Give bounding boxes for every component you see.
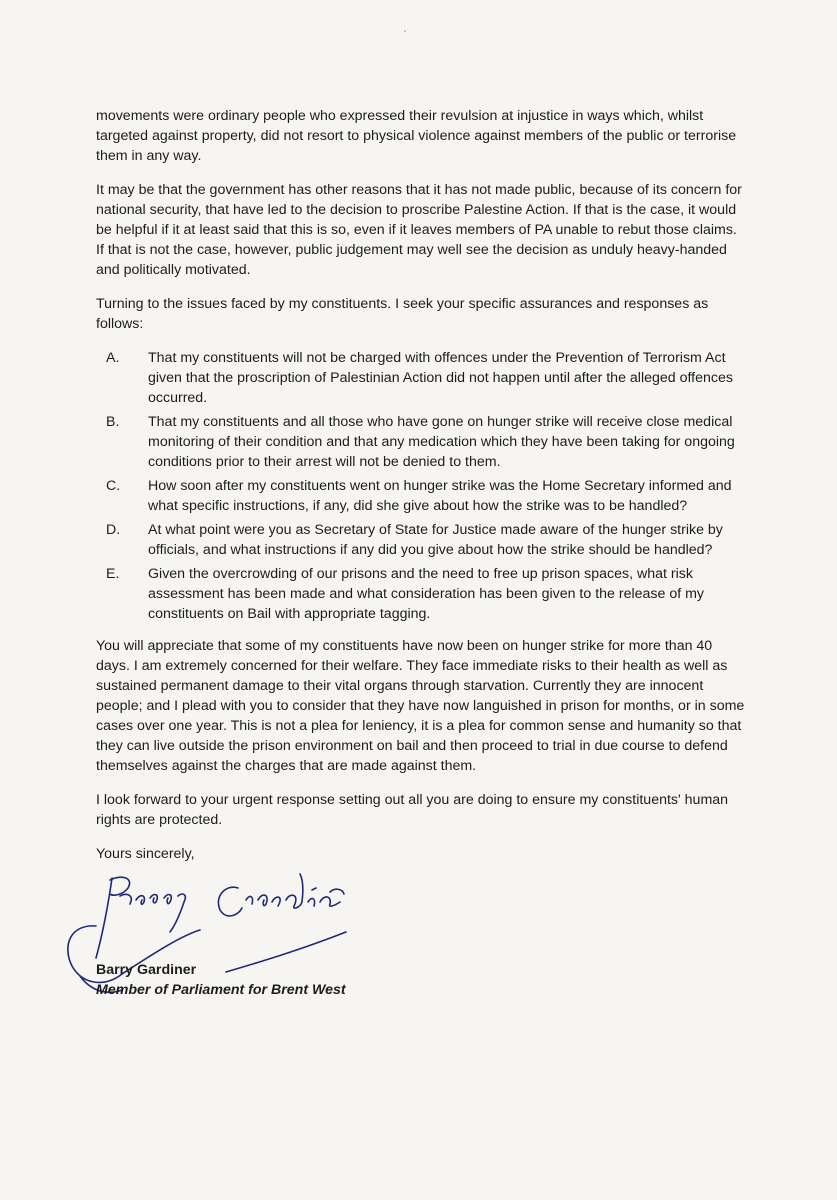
- paragraph-1: movements were ordinary people who expressed their revulsion at injustice in ways which, whilst targeted against property, did not resort to physical violence against members of the public or terrorise them in any way.: [96, 108, 737, 164]
- list-item-d: [96, 520, 746, 560]
- paragraph-4: You will appreciate that some of my constituents have now been on hunger strike for more than 40 days. I am extremely concerned for their welfare. They face immediate risks to their health as well as sustained permanent damage to their vital organs through starvation. Currently they are innocent people; and I plead with you to consider that they have now languished in prison for months, or in some cases over one year. This is not a plea for leniency, it is a plea for common sense and humanity so that they can live outside the prison environment on bail and then proceed to trial in due course to defend themselves against the charges that are made against them.: [96, 638, 745, 774]
- list-letter: B.: [106, 414, 120, 430]
- list-item-a: [96, 348, 746, 408]
- list-item-c: [96, 476, 746, 516]
- list-item-e: [96, 564, 746, 624]
- scan-mark: [404, 30, 406, 32]
- paragraph-2: It may be that the government has other reasons that it has not made public, because of its concern for national security, that have led to the decision to proscribe Palestine Action. If that is the case, it would be helpful if it at least said that this is so, even if it leaves members of PA unable to rebut those claims. If that is not the case, however, public judgement may well see the decision as unduly heavy-handed and politically motivated.: [96, 182, 742, 278]
- list-text: That my constituents will not be charged with offences under the Prevention of Terrorism Act given that the proscription of Palestinian Action did not happen until after the alleged offences occurred.: [148, 350, 733, 406]
- list-letter: D.: [106, 522, 121, 538]
- signatory-name: Barry Gardiner: [96, 962, 197, 978]
- list-text: At what point were you as Secretary of State for Justice made aware of the hunger strike by officials, and what instructions if any did you give about how the strike should be handled?: [148, 522, 723, 558]
- list-item-b: [96, 412, 746, 472]
- signatory-title: Member of Parliament for Brent West: [96, 982, 346, 998]
- list-letter: A.: [106, 350, 120, 366]
- list-text: How soon after my constituents went on hunger strike was the Home Secretary informed and what specific instructions, if any, did she give about how the strike was to be handled?: [148, 478, 732, 514]
- list-letter: E.: [106, 566, 120, 582]
- closing: Yours sincerely,: [96, 846, 195, 862]
- paragraph-5: I look forward to your urgent response setting out all you are doing to ensure my constituents' human rights are protected.: [96, 792, 729, 828]
- signature-block: [96, 960, 346, 1000]
- paragraph-3: Turning to the issues faced by my constituents. I seek your specific assurances and responses as follows:: [96, 296, 709, 332]
- request-list: [96, 348, 746, 624]
- list-letter: C.: [106, 478, 121, 494]
- list-text: Given the overcrowding of our prisons and the need to free up prison spaces, what risk assessment has been made and what consideration has been given to the release of my constituents on Bail with appropriate tagging.: [148, 566, 705, 622]
- letter-body: [96, 106, 746, 878]
- list-text: That my constituents and all those who have gone on hunger strike will receive close medical monitoring of their condition and that any medication which they have been taking for ongoing conditions prior to their arrest will not be denied to them.: [148, 414, 735, 470]
